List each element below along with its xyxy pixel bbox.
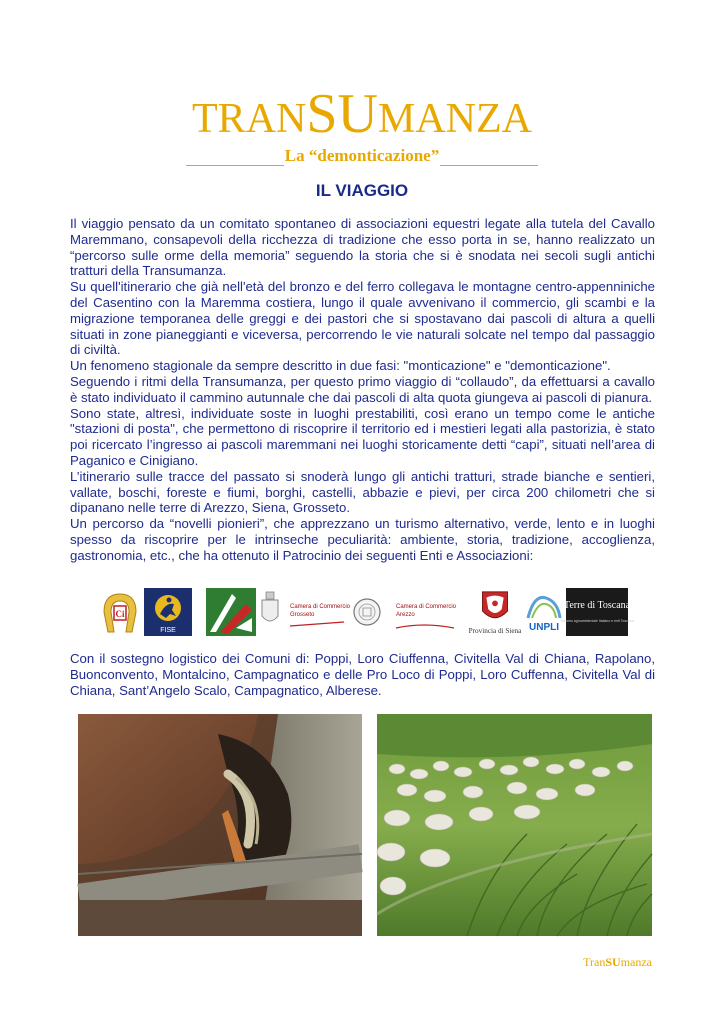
saddle-horse-photo [78, 714, 362, 936]
paragraph: Il viaggio pensato da un comitato spontaneo di associazioni equestri legate alla tutela del Cavallo Maremmano, consapevoli della ricchezza di tradizione che esso porta in se, hanno realizzato un “percorso sulle orme della memoria” seguendo la storia che si è snodata nei secoli sugli antichi tratturi della Transumanza. [70, 216, 655, 279]
footer-part-manza: manza [620, 955, 652, 969]
equestrian-emblem-logo [206, 588, 256, 636]
subtitle-text: La “demonticazione” [284, 146, 440, 165]
svg-text:Grosseto: Grosseto [290, 612, 315, 618]
svg-text:UNPLI: UNPLI [529, 622, 559, 633]
svg-text:Camera di Commercio: Camera di Commercio [290, 604, 351, 610]
paragraph: Un fenomeno stagionale da sempre descritto in due fasi: "monticazione" e "demonticazione". [70, 358, 611, 374]
footer-part-tran: Tran [583, 955, 606, 969]
subtitle-rule-right [440, 151, 538, 166]
rider-icon [144, 588, 192, 636]
svg-text:Provincia di Siena: Provincia di Siena [468, 627, 522, 636]
footer-brand [583, 955, 652, 970]
terre-di-toscana-logo [560, 588, 634, 636]
svg-text:Arezzo: Arezzo [396, 612, 415, 618]
seal-logo [352, 588, 382, 636]
paragraph: Su quell'itinerario che già nell'età del bronzo e del ferro collegava le montagne centro-appenniniche del Casentino con la Maremma costiera, lungo il quale avvenivano il commercio, gli scambi e la migrazione temporanea delle greggi e dei pastori che si spostavano dai pascoli di altura a quelli situati in zone pianeggianti e viceversa, percorrendo le vie naturali solcate nel tempo dal passaggio di civiltà. [70, 279, 655, 358]
unpli-logo [524, 588, 564, 636]
support-text: Con il sostegno logistico dei Comuni di: Poppi, Loro Ciuffenna, Civitella Val di Chiana, Rapolano, Buonconvento, Montalcino, Campagnatico e delle Pro Loco di Poppi, Loro Cuffenna, Civitella Val di Chiana, Sant’Angelo Scalo, Campagnatico, Alberese. [70, 651, 655, 698]
body-text [70, 216, 655, 564]
footer-part-su: SU [605, 955, 621, 969]
sheep-pasture-photo [377, 714, 652, 936]
camera-commercio-arezzo-logo [394, 588, 458, 636]
camera-commercio-grosseto-logo [288, 588, 351, 636]
svg-text:FISE: FISE [160, 627, 176, 634]
horseshoe-logo [98, 588, 142, 636]
document-subtitle [186, 146, 538, 166]
section-heading: IL VIAGGIO [315, 181, 409, 200]
title-part-tran: TRAN [192, 96, 307, 142]
sponsor-logos [98, 588, 634, 640]
title-part-manza: MANZA [377, 96, 532, 142]
crest-logo [260, 588, 280, 636]
provincia-siena-logo [464, 588, 526, 636]
svg-text:Camera di Commercio: Camera di Commercio [396, 604, 457, 610]
subtitle-rule-left [186, 151, 284, 166]
svg-text:Turismo agroambientale Italian: Turismo agroambientale Italiano e enti Toscana [560, 619, 634, 623]
paragraph: L’itinerario sulle tracce del passato si snoderà lungo gli antichi tratturi, strade bianche e sentieri, vallate, boschi, foreste e fiumi, borghi, castelli, abbazie e pievi, per circa 200 chilometri che si dipanano nelle terre di Arezzo, Siena, Grosseto. [70, 468, 655, 516]
paragraph: Seguendo i ritmi della Transumanza, per questo primo viaggio di “collaudo”, da effettuarsi a cavallo è stato individuato il cammino autunnale che dai pascoli di alta quota giungeva ai pascoli di pianura. [70, 373, 655, 405]
paragraph: Un percorso da “novelli pionieri”, che apprezzano un turismo alternativo, verde, lento e in luoghi spesso da riscoprire per le intrinseche peculiarità: ambiente, storia, tradizione, accoglienza, gastronomia, etc., che ha ottenuto il Patrocinio dei seguenti Enti e Associazioni: [70, 516, 655, 563]
fise-logo [144, 588, 192, 636]
paragraph: Sono state, altresì, individuate soste in luoghi prestabiliti, così erano un tempo come le antiche "stazioni di posta", che permettono di riscoprire il territorio ed i mestieri legati alla pastorizia, è stato poi ricercato l’ingresso ai pascoli maremmani nei luoghi storicamente detti “capi”, situati nell’area di Paganico e Cinigiano. [70, 405, 655, 468]
svg-text:Terre di Toscana: Terre di Toscana [563, 600, 631, 611]
title-part-su: SU [306, 83, 378, 145]
svg-text:Ci: Ci [115, 609, 125, 619]
document-title [0, 83, 724, 145]
